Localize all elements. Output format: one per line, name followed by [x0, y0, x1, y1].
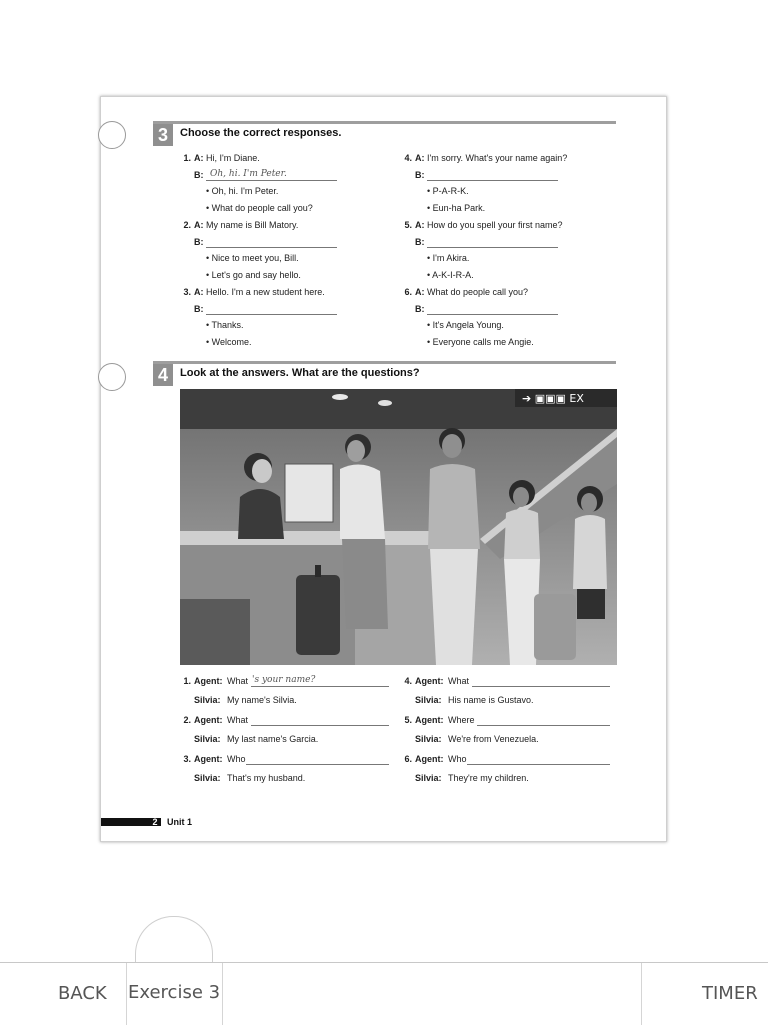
tab-indicator: [135, 916, 213, 967]
item-number: 2.: [183, 715, 191, 725]
item-number: 2.: [183, 220, 191, 230]
tab-divider: [222, 963, 223, 1025]
agent-prompt: Where: [448, 715, 475, 725]
answer-line[interactable]: [477, 715, 610, 726]
silvia-reply: That's my husband.: [227, 773, 306, 783]
exercise-item: [179, 754, 394, 786]
item-number: 3.: [183, 754, 191, 764]
answer-line[interactable]: [427, 304, 558, 315]
binder-hole: [98, 121, 126, 149]
silvia-reply: My last name's Garcia.: [227, 734, 319, 744]
silvia-reply: His name is Gustavo.: [448, 695, 534, 705]
answer-line[interactable]: [472, 676, 610, 687]
silvia-reply: We're from Venezuela.: [448, 734, 539, 744]
exercise-item: [400, 287, 610, 352]
response-option[interactable]: • What do people call you?: [206, 203, 313, 213]
silvia-label: Silvia:: [194, 773, 221, 783]
speaker-a-text: What do people call you?: [427, 287, 529, 297]
response-option[interactable]: • Oh, hi. I'm Peter.: [206, 186, 279, 196]
silvia-label: Silvia:: [415, 734, 442, 744]
silvia-label: Silvia:: [194, 695, 221, 705]
speaker-a-label: A:: [415, 287, 425, 297]
agent-label: Agent:: [415, 754, 444, 764]
response-option[interactable]: • Let's go and say hello.: [206, 270, 301, 280]
speaker-b-label: B:: [415, 170, 425, 180]
unit-label: Unit 1: [167, 817, 193, 827]
item-number: 1.: [183, 153, 191, 163]
agent-label: Agent:: [194, 754, 223, 764]
answer-line[interactable]: [427, 237, 558, 248]
section-number: 3: [153, 124, 173, 146]
bottom-tab-bar: [0, 962, 768, 1025]
airport-illustration: [180, 389, 617, 665]
answer-line[interactable]: [251, 715, 389, 726]
speaker-a-label: A:: [194, 153, 204, 163]
response-option[interactable]: • Thanks.: [206, 320, 244, 330]
timer-label: TIMER: [702, 983, 758, 1004]
speaker-b-label: B:: [194, 170, 204, 180]
exercise-item: [400, 715, 615, 747]
page-number: 2: [152, 817, 158, 827]
section-3-header: [153, 121, 616, 146]
item-number: 6.: [404, 287, 412, 297]
answer-text: Oh, hi. I'm Peter.: [210, 169, 287, 179]
speaker-a-text: How do you spell your first name?: [427, 220, 563, 230]
silvia-label: Silvia:: [194, 734, 221, 744]
silvia-reply: They're my children.: [448, 773, 529, 783]
response-option[interactable]: • P-A-R-K.: [427, 186, 469, 196]
silvia-label: Silvia:: [415, 695, 442, 705]
agent-label: Agent:: [415, 715, 444, 725]
exercise-item: [179, 676, 394, 708]
exercise-item: [179, 220, 389, 285]
exercise-item: [400, 676, 615, 708]
speaker-a-text: I'm sorry. What's your name again?: [427, 153, 568, 163]
answer-line[interactable]: [206, 304, 337, 315]
answer-line[interactable]: [246, 754, 389, 765]
exercise-tab[interactable]: [127, 963, 223, 1025]
response-option[interactable]: • Everyone calls me Angie.: [427, 337, 534, 347]
speaker-b-label: B:: [194, 237, 204, 247]
silvia-label: Silvia:: [415, 773, 442, 783]
item-number: 4.: [404, 676, 412, 686]
workbook-page: [100, 96, 667, 842]
answer-text: 's your name?: [252, 675, 316, 685]
speaker-a-label: A:: [415, 220, 425, 230]
exercise-item: [400, 220, 610, 285]
speaker-a-label: A:: [415, 153, 425, 163]
agent-label: Agent:: [194, 715, 223, 725]
section-number: 4: [153, 364, 173, 386]
response-option[interactable]: • I'm Akira.: [427, 253, 470, 263]
speaker-a-text: Hello. I'm a new student here.: [206, 287, 325, 297]
speaker-a-label: A:: [194, 287, 204, 297]
answer-line[interactable]: [206, 237, 337, 248]
speaker-b-label: B:: [415, 237, 425, 247]
agent-prompt: What: [227, 715, 249, 725]
response-option[interactable]: • A-K-I-R-A.: [427, 270, 474, 280]
item-number: 1.: [183, 676, 191, 686]
item-number: 4.: [404, 153, 412, 163]
item-number: 6.: [404, 754, 412, 764]
agent-label: Agent:: [415, 676, 444, 686]
exercise-label: Exercise 3: [128, 982, 221, 1003]
timer-button[interactable]: [642, 963, 768, 1025]
section-title: Choose the correct responses.: [180, 127, 342, 139]
speaker-a-text: Hi, I'm Diane.: [206, 153, 260, 163]
response-option[interactable]: • Nice to meet you, Bill.: [206, 253, 299, 263]
agent-prompt: Who: [448, 754, 467, 764]
response-option[interactable]: • Welcome.: [206, 337, 252, 347]
exercise-item: [400, 153, 610, 218]
speaker-a-label: A:: [194, 220, 204, 230]
svg-text:➔ ▣▣▣ EX: ➔ ▣▣▣ EX: [522, 392, 584, 405]
binder-hole: [98, 363, 126, 391]
section-title: Look at the answers. What are the questions?: [180, 367, 420, 379]
exercise-item: [179, 153, 389, 218]
silvia-reply: My name's Silvia.: [227, 695, 297, 705]
exercise-item: [400, 754, 615, 786]
agent-prompt: Who: [227, 754, 246, 764]
response-option[interactable]: • Eun-ha Park.: [427, 203, 486, 213]
item-number: 3.: [183, 287, 191, 297]
section-4-header: [153, 361, 616, 386]
back-label: BACK: [58, 983, 107, 1004]
agent-prompt: What: [448, 676, 470, 686]
speaker-b-label: B:: [194, 304, 204, 314]
item-number: 5.: [404, 715, 412, 725]
answer-line[interactable]: [467, 754, 610, 765]
response-option[interactable]: • It's Angela Young.: [427, 320, 504, 330]
speaker-b-label: B:: [415, 304, 425, 314]
exercise-item: [179, 715, 394, 747]
back-button[interactable]: [0, 963, 126, 1025]
item-number: 5.: [404, 220, 412, 230]
exercise-item: [179, 287, 389, 352]
answer-line[interactable]: [427, 170, 558, 181]
agent-label: Agent:: [194, 676, 223, 686]
agent-prompt: What: [227, 676, 249, 686]
speaker-a-text: My name is Bill Matory.: [206, 220, 299, 230]
